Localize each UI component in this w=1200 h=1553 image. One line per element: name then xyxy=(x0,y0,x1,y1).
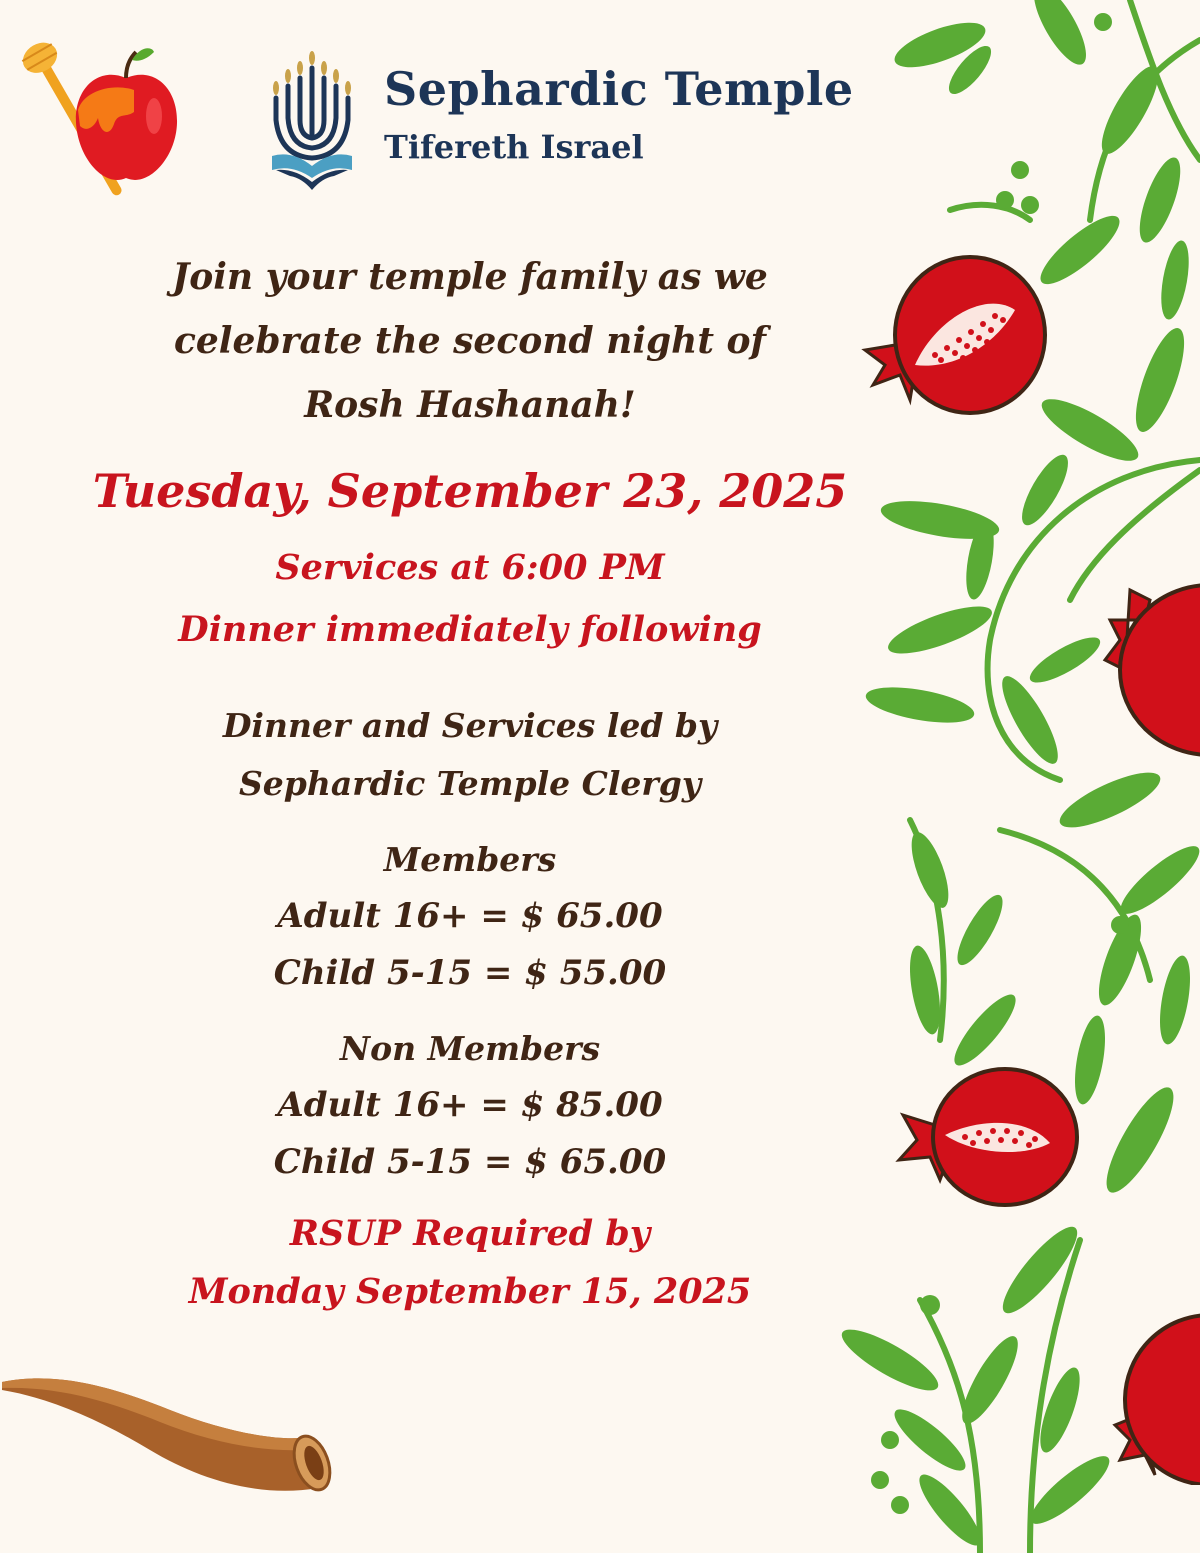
brand-header xyxy=(262,36,854,196)
intro-line: Join your temple family as we xyxy=(172,256,768,298)
non-members-child-price: Child 5-15 = $ 65.00 xyxy=(273,1142,667,1182)
event-times xyxy=(90,537,850,661)
members-adult-price: Adult 16+ = $ 65.00 xyxy=(277,896,663,936)
led-by xyxy=(90,697,850,813)
non-members-heading: Non Members xyxy=(339,1029,601,1068)
org-subtitle: Tifereth Israel xyxy=(384,128,644,166)
apple-honey-icon xyxy=(14,28,189,203)
rsvp-line: RSUP Required by xyxy=(289,1213,651,1254)
led-by-line: Dinner and Services led by xyxy=(222,706,718,745)
members-pricing xyxy=(90,831,850,1002)
services-time: Services at 6:00 PM xyxy=(275,547,665,588)
pomegranate-icon xyxy=(1100,560,1200,760)
invitation-content xyxy=(90,245,850,1321)
intro-line: Rosh Hashanah! xyxy=(304,384,636,426)
intro-line: celebrate the second night of xyxy=(173,320,766,362)
members-child-price: Child 5-15 = $ 55.00 xyxy=(273,953,667,993)
pomegranate-icon xyxy=(855,250,1055,425)
shofar-icon xyxy=(0,1370,345,1510)
event-date: Tuesday, September 23, 2025 xyxy=(92,464,848,518)
pomegranate-icon xyxy=(1110,1305,1200,1485)
dinner-note: Dinner immediately following xyxy=(178,609,762,650)
rsvp-deadline: Monday September 15, 2025 xyxy=(188,1271,752,1312)
org-name: Sephardic Temple xyxy=(384,62,854,116)
menorah-logo-icon xyxy=(262,38,362,193)
pomegranate-icon xyxy=(895,1065,1085,1215)
members-heading: Members xyxy=(383,840,557,879)
non-members-adult-price: Adult 16+ = $ 85.00 xyxy=(277,1085,663,1125)
non-members-pricing xyxy=(90,1020,850,1191)
intro-text xyxy=(90,245,850,437)
rsvp-note xyxy=(90,1205,850,1321)
led-by-line: Sephardic Temple Clergy xyxy=(238,764,702,803)
